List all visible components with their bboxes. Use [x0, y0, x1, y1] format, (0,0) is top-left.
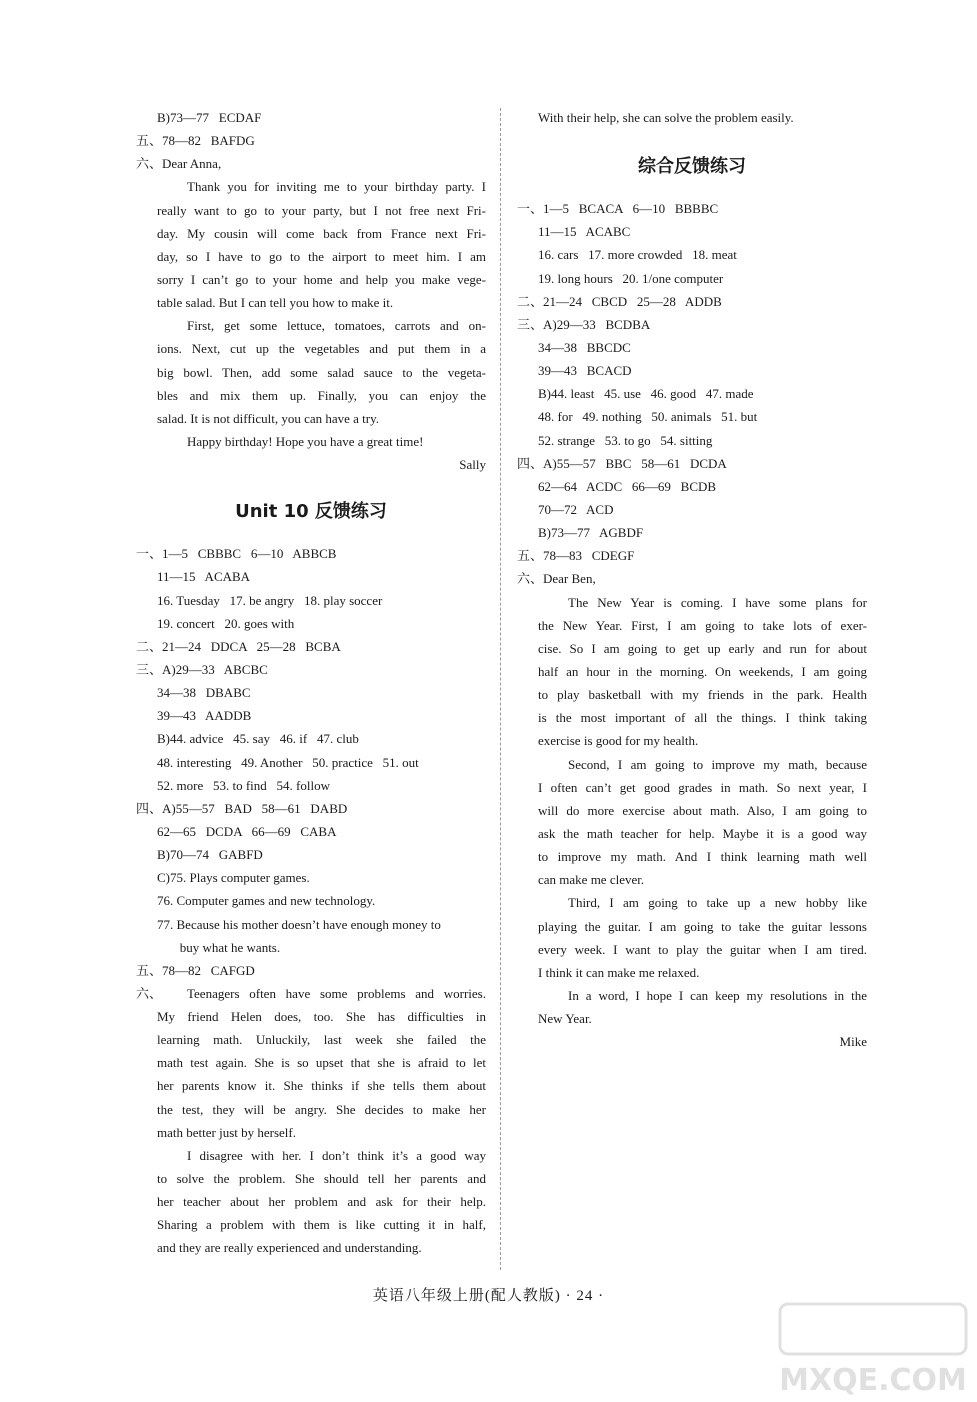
paragraph-line: playing the guitar. I am going to take the guitar lessons — [538, 918, 867, 934]
paragraph-line: The New Year is coming. I have some plans for — [568, 594, 867, 610]
paragraph-line: ions. Next, cut up the vegetables and put them in a — [157, 341, 486, 357]
paragraph — [136, 982, 486, 1144]
paragraph-line: Happy birthday! Hope you have a great time! — [187, 433, 424, 449]
paragraph-line: bles and mix them up. Finally, you can enjoy the — [157, 387, 486, 403]
paragraph-line: I often can’t get good grades in math. So next year, I — [538, 779, 867, 795]
right-column — [517, 106, 867, 1053]
letter-ben — [517, 591, 867, 1031]
paragraph-line: ask the math teacher for help. Maybe it is a good way — [538, 825, 867, 841]
answer-line: 16. cars 17. more crowded 18. meat — [538, 247, 737, 263]
answer-line: 一、1—5 CBBBC 6—10 ABBCB — [136, 546, 337, 562]
answer-line: C)75. Plays computer games. — [157, 870, 310, 886]
answer-line: 一、1—5 BCACA 6—10 BBBBC — [517, 201, 719, 217]
answer-line: 三、A)29—33 ABCBC — [136, 661, 268, 677]
paragraph-line: cise. So I am going to get up early and run for about — [538, 640, 867, 656]
paragraph-line: First, get some lettuce, tomatoes, carrots and on- — [187, 318, 486, 334]
answer-line: 76. Computer games and new technology. — [157, 893, 376, 909]
answer-line: 19. long hours 20. 1/one computer — [538, 270, 724, 286]
answer-line: 16. Tuesday 17. be angry 18. play soccer — [157, 592, 383, 608]
left-top-answers — [136, 106, 486, 175]
paragraph-line: Thank you for inviting me to your birthday party. I — [187, 179, 486, 195]
letter-signature-sally: Sally — [459, 457, 486, 473]
paragraph-line: will do more exercise about math. Also, I am going to — [538, 802, 867, 818]
answer-line: 77. Because his mother doesn’t have enough money to — [157, 916, 441, 932]
paragraph — [517, 591, 867, 753]
answer-line: 六、Dear Anna, — [136, 156, 222, 172]
paragraph — [517, 891, 867, 984]
answer-line: 五、78—83 CDEGF — [517, 548, 635, 564]
unit10-title: Unit 10 反馈练习 — [235, 501, 387, 523]
paragraph-line: big bowl. Then, add some salad sauce to the vegeta- — [157, 364, 486, 380]
answer-line: 二、21—24 CBCD 25—28 ADDB — [517, 293, 722, 309]
answer-line: 39—43 BCACD — [538, 363, 632, 379]
answer-line: 六、Dear Ben, — [517, 571, 596, 587]
paragraph-line: can make me clever. — [538, 872, 645, 888]
answer-line: buy what he wants. — [157, 939, 281, 955]
paragraph-line: exercise is good for my health. — [538, 733, 699, 749]
essay-label: 六、 — [136, 985, 163, 1001]
paragraph-line: half an hour in the morning. On weekends, I am going — [538, 663, 867, 679]
paragraph-line: her teacher about her problem and ask for their help. — [157, 1194, 486, 1210]
unit10-answers — [136, 542, 486, 982]
answer-line: 五、78—82 CAFGD — [136, 962, 255, 978]
essay-continuation-line: With their help, she can solve the problem easily. — [538, 110, 794, 125]
watermark-logo — [776, 1298, 971, 1398]
answer-line: 11—15 ACABA — [157, 569, 251, 585]
column-divider — [500, 108, 501, 1270]
paragraph-line: New Year. — [538, 1011, 592, 1027]
paragraph — [517, 753, 867, 892]
review-answers — [517, 197, 867, 590]
answer-line: 四、A)55—57 BBC 58—61 DCDA — [517, 455, 727, 471]
page-footer: 英语八年级上册(配人教版) · 24 · — [372, 1288, 605, 1304]
paragraph-line: In a word, I hope I can keep my resolutions in the — [568, 987, 867, 1003]
paragraph-line: Teenagers often have some problems and worries. — [187, 985, 486, 1001]
left-column — [136, 106, 486, 1260]
answer-line: 62—65 DCDA 66—69 CABA — [157, 823, 337, 839]
paragraph-line: the test, they will be angry. She decides to make her — [157, 1101, 486, 1117]
answer-line: 52. strange 53. to go 54. sitting — [538, 432, 713, 448]
paragraph-line: math better just by herself. — [157, 1124, 296, 1140]
paragraph — [136, 430, 486, 453]
paragraph-line: sorry I can’t go to your home and help you make vege- — [157, 271, 486, 287]
paragraph-line: to play basketball with my friends in the park. Health — [538, 687, 867, 703]
letter-anna — [136, 175, 486, 453]
answer-line: 70—72 ACD — [538, 501, 614, 517]
answer-line: 四、A)55—57 BAD 58—61 DABD — [136, 800, 348, 816]
paragraph-line: really want to go to your party, but I not free next Fri- — [157, 202, 486, 218]
answer-line: B)44. least 45. use 46. good 47. made — [538, 386, 754, 402]
paragraph-line: the New Year. First, I am going to take lots of exer- — [538, 617, 867, 633]
answer-line: 三、A)29—33 BCDBA — [517, 316, 651, 332]
answer-line: 34—38 BBCDC — [538, 339, 631, 355]
answer-line: B)73—77 AGBDF — [538, 525, 644, 541]
paragraph-line: Sharing a problem with them is like cutting it in half, — [157, 1217, 486, 1233]
answer-line: 五、78—82 BAFDG — [136, 133, 255, 149]
answer-line: B)70—74 GABFD — [157, 847, 263, 863]
answer-line: 48. for 49. nothing 50. animals 51. but — [538, 409, 758, 425]
paragraph-line: day. My cousin will come back from France next Fri- — [157, 225, 486, 241]
review-title: 综合反馈练习 — [638, 156, 746, 178]
paragraph-line: and they are really experienced and understanding. — [157, 1240, 422, 1256]
paragraph-line: learning math. Unluckily, last week she failed the — [157, 1032, 486, 1048]
paragraph-line: math test again. She is so upset that she is afraid to let — [157, 1055, 486, 1071]
answer-line: B)44. advice 45. say 46. if 47. club — [157, 731, 359, 747]
paragraph-line: salad. It is not difficult, you can have a try. — [157, 410, 380, 426]
paragraph-line: is the most important of all the things. I think taking — [538, 710, 867, 726]
paragraph-line: I think it can make me relaxed. — [538, 964, 700, 980]
watermark-text: MXQE.COM — [779, 1363, 967, 1398]
paragraph-line: table salad. But I can tell you how to make it. — [157, 295, 394, 311]
paragraph-line: My friend Helen does, too. She has difficulties in — [157, 1009, 486, 1025]
paragraph-line: Second, I am going to improve my math, because — [568, 756, 867, 772]
paragraph — [136, 175, 486, 314]
answer-line: 19. concert 20. goes with — [157, 615, 295, 631]
answer-line: 52. more 53. to find 54. follow — [157, 777, 330, 793]
answer-line: 34—38 DBABC — [157, 685, 251, 701]
paragraph-line: her parents know it. She thinks if she tells them about — [157, 1078, 486, 1094]
answer-line: 二、21—24 DDCA 25—28 BCBA — [136, 638, 341, 654]
answer-line: 48. interesting 49. Another 50. practice 51. out — [157, 754, 419, 770]
answer-line: 62—64 ACDC 66—69 BCDB — [538, 478, 717, 494]
answer-line: 11—15 ACABC — [538, 224, 631, 240]
paragraph — [136, 1144, 486, 1260]
paragraph-line: to solve the problem. She should tell her parents and — [157, 1171, 486, 1187]
essay-teenagers — [136, 982, 486, 1260]
paragraph — [517, 984, 867, 1030]
paragraph-line: I disagree with her. I don’t think it’s a good way — [187, 1147, 486, 1163]
answer-line: B)73—77 ECDAF — [157, 110, 262, 125]
answer-line: 39—43 AADDB — [157, 708, 252, 724]
paragraph-line: to improve my math. And I think learning math well — [538, 849, 867, 865]
letter-signature-mike: Mike — [839, 1034, 867, 1050]
paragraph-line: every week. I want to play the guitar when I am tired. — [538, 941, 867, 957]
paragraph-line: day, so I have to go to the airport to meet him. I am — [157, 248, 486, 264]
paragraph — [136, 314, 486, 430]
paragraph-line: Third, I am going to take up a new hobby like — [568, 895, 867, 911]
